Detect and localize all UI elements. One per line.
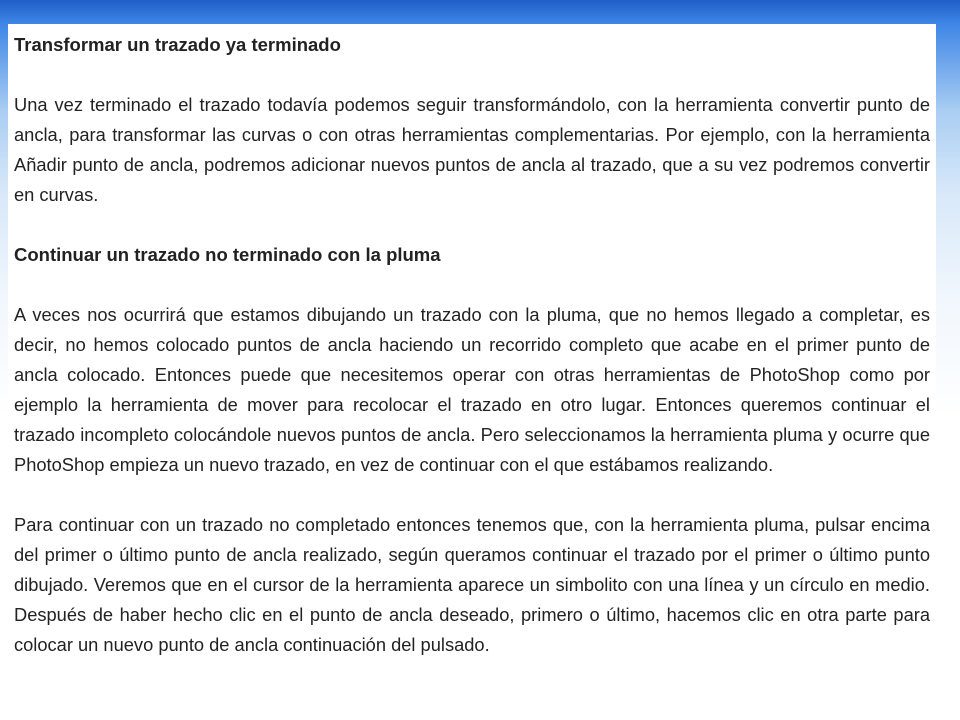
spacer: [14, 210, 930, 240]
spacer: [14, 60, 930, 90]
section-2-heading: Continuar un trazado no terminado con la pluma: [14, 244, 441, 265]
section-2-paragraph-2: Para continuar con un trazado no completado entonces tenemos que, con la herramienta pluma, pulsar encima del primer o último punto de ancla realizado, según queramos continuar el trazado por el primer o último punto dibujado. Veremos que en el cursor de la herramienta aparece un simbolito con una línea y un círculo en medio. Después de haber hecho clic en el punto de ancla deseado, primero o último, hacemos clic en otra parte para colocar un nuevo punto de ancla continuación del pulsado.: [14, 514, 930, 655]
section-1-paragraph-1: Una vez terminado el trazado todavía podemos seguir transformándolo, con la herramienta convertir punto de ancla, para transformar las curvas o con otras herramientas complementarias. Por ejemplo, con la herramienta Añadir punto de ancla, podremos adicionar nuevos puntos de ancla al trazado, que a su vez podremos convertir en curvas.: [14, 94, 930, 205]
section-1-heading: Transformar un trazado ya terminado: [14, 34, 341, 55]
document-text-panel: [8, 24, 936, 714]
section-2-paragraph-1: A veces nos ocurrirá que estamos dibujando un trazado con la pluma, que no hemos llegado a completar, es decir, no hemos colocado puntos de ancla haciendo un recorrido completo que acabe en el primer punto de ancla colocado. Entonces puede que necesitemos operar con otras herramientas de PhotoShop como por ejemplo la herramienta de mover para recolocar el trazado en otro lugar. Entonces queremos continuar el trazado incompleto colocándole nuevos puntos de ancla. Pero seleccionamos la herramienta pluma y ocurre que PhotoShop empieza un nuevo trazado, en vez de continuar con el que estábamos realizando.: [14, 304, 930, 475]
spacer: [14, 270, 930, 300]
spacer: [14, 480, 930, 510]
